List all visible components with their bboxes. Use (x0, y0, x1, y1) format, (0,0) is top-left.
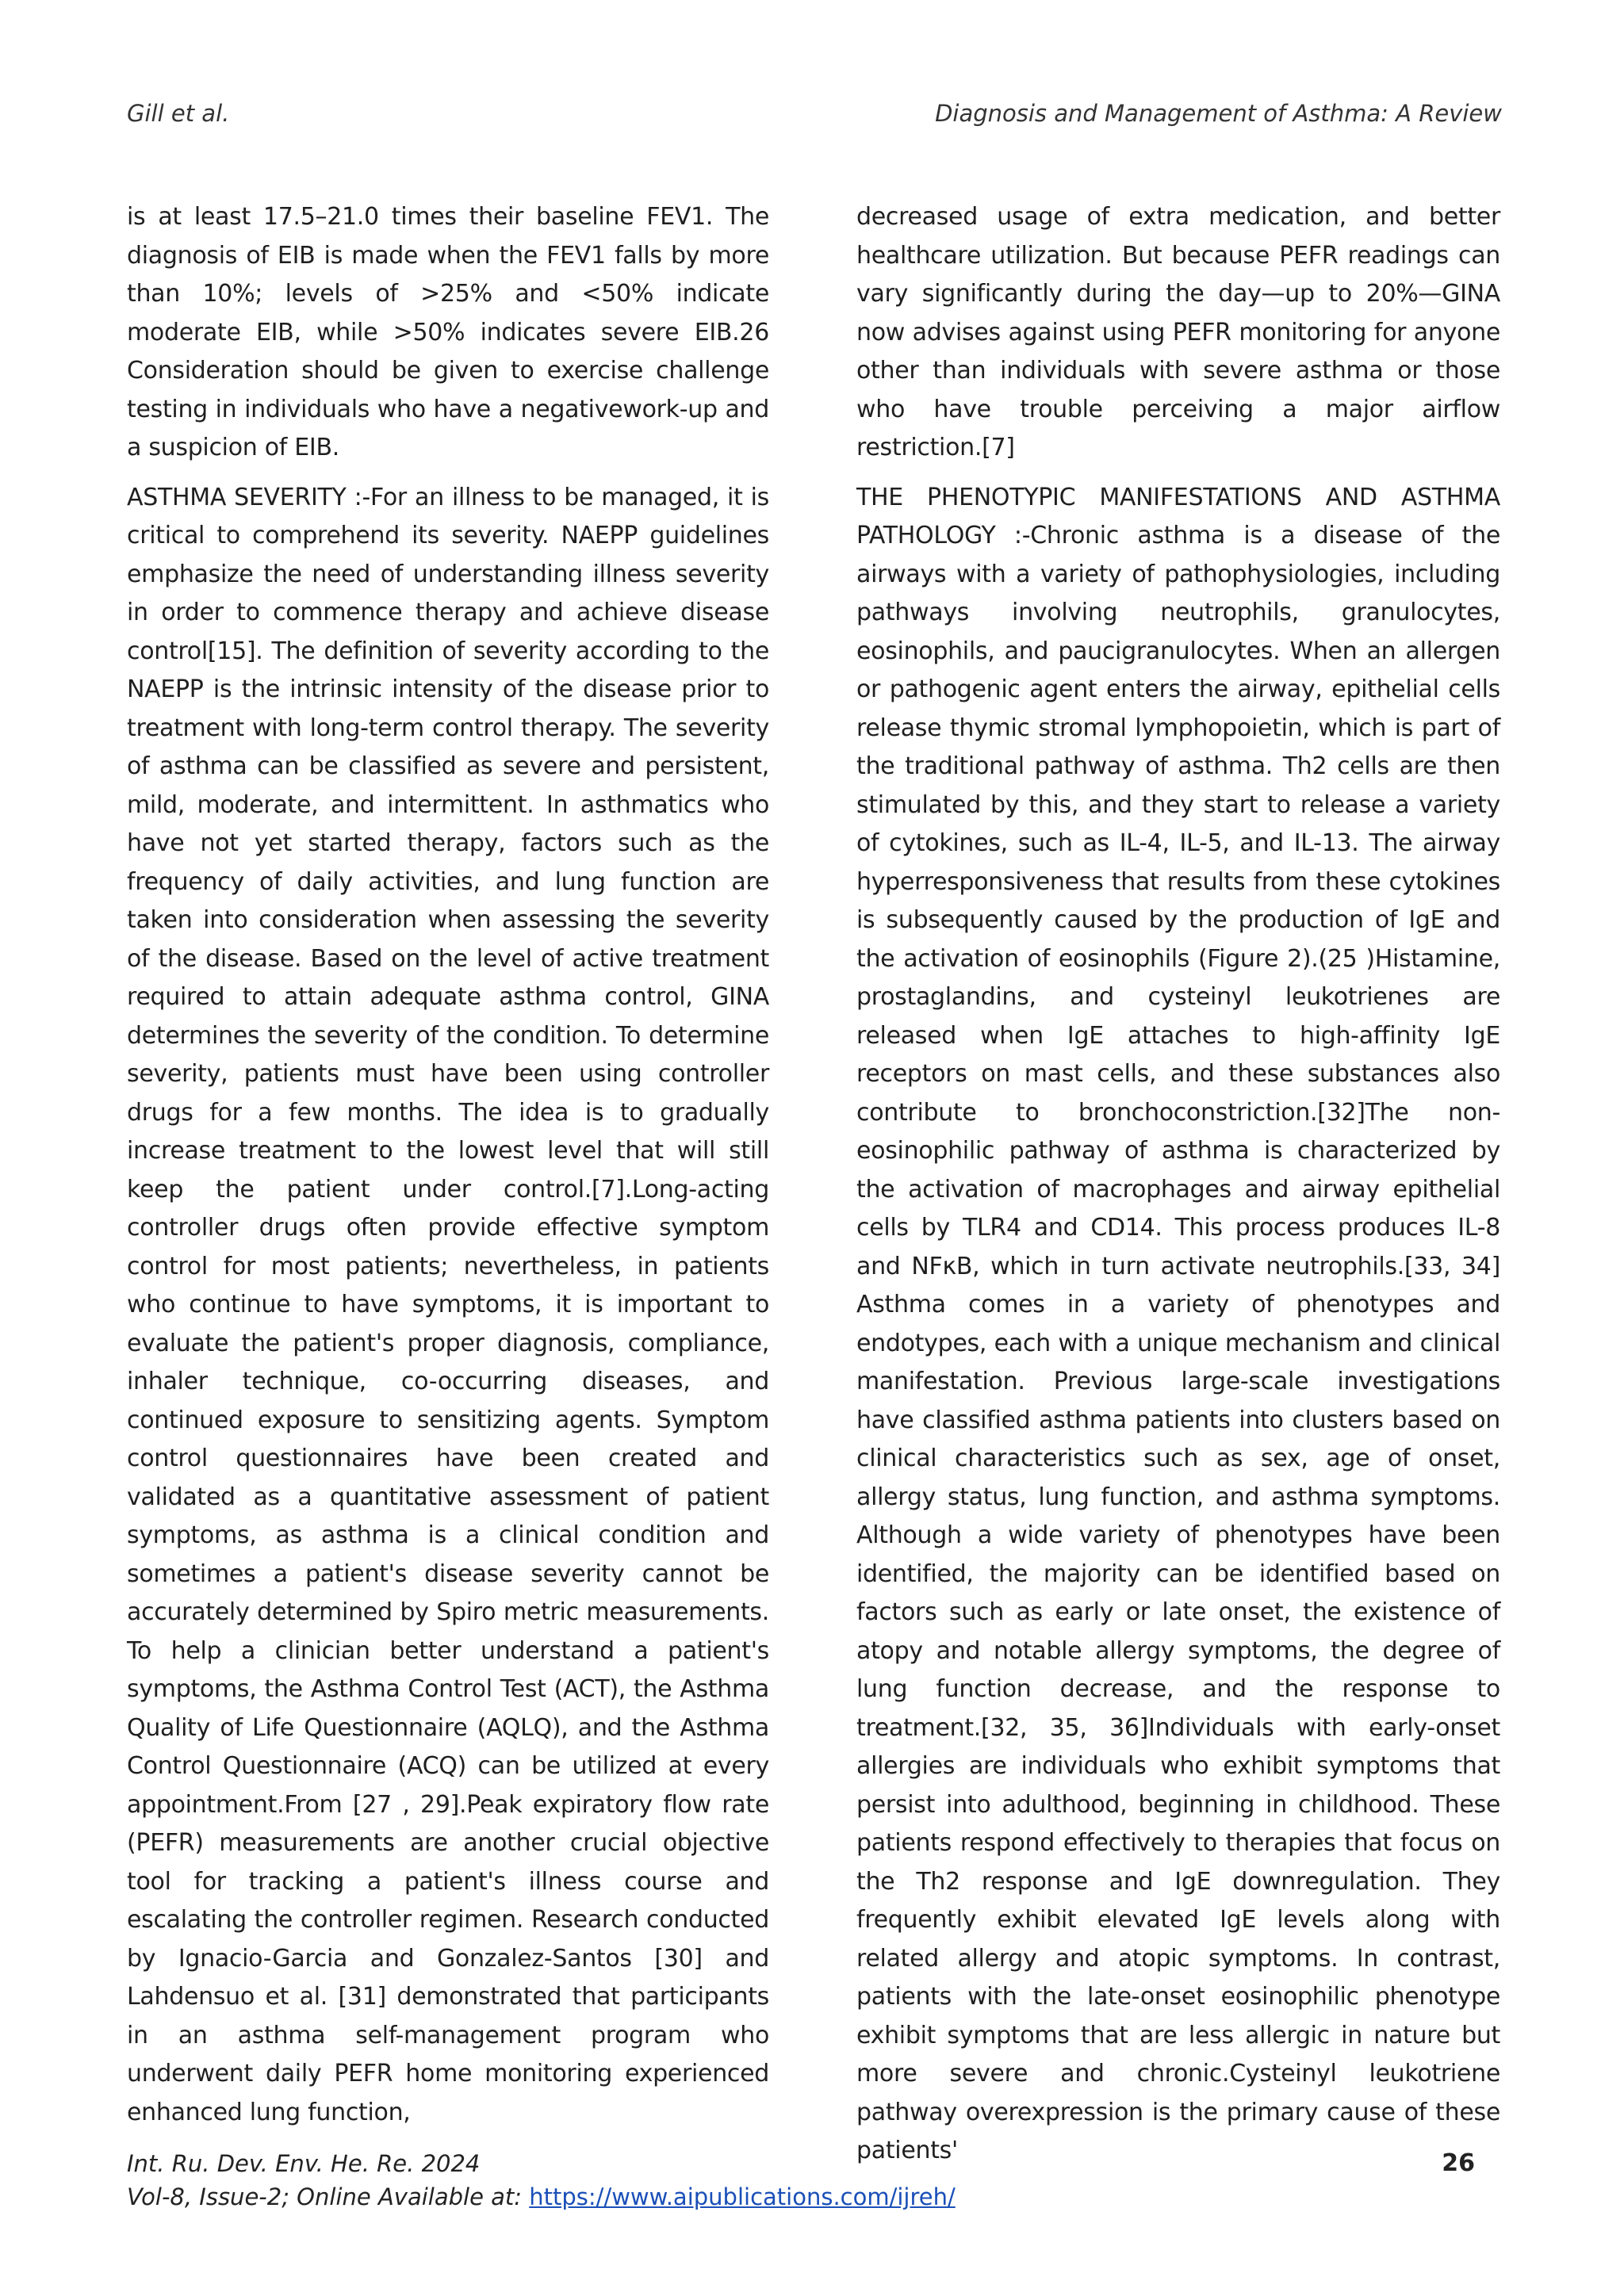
paragraph-asthma-severity: ASTHMA SEVERITY :-For an illness to be managed, it is critical to comprehend its severity. NAEPP guidelines emphasize the need of understanding illness severity in order to commence therapy and achieve disease control[15]. The definition of severity according to the NAEPP is the intrinsic intensity of the disease prior to treatment with long-term control therapy. The severity of asthma can be classified as severe and persistent, mild, moderate, and intermittent. In asthmatics who have not yet started therapy, factors such as the frequency of daily activities, and lung function are taken into consideration when assessing the severity of the disease. Based on the level of active treatment required to attain adequate asthma control, GINA determines the severity of the condition. To determine severity, patients must have been using controller drugs for a few months. The idea is to gradually increase treatment to the lowest level that will still keep the patient under control.[7].Long-acting controller drugs often provide effective symptom control for most patients; nevertheless, in patients who continue to have symptoms, it is important to evaluate the patient's proper diagnosis, compliance, inhaler technique, co-occurring diseases, and continued exposure to sensitizing agents. Symptom control questionnaires have been created and validated as a quantitative assessment of patient symptoms, as asthma is a clinical condition and sometimes a patient's disease severity cannot be accurately determined by Spiro metric measurements. To help a clinician better understand a patient's symptoms, the Asthma Control Test (ACT), the Asthma Quality of Life Questionnaire (AQLQ), and the Asthma Control Questionnaire (ACQ) can be utilized at every appointment.From [27 , 29].Peak expiratory flow rate (PEFR) measurements are another crucial objective tool for tracking a patient's illness course and escalating the controller regimen. Research conducted by Ignacio-Garcia and Gonzalez-Santos [30] and Lahdensuo et al. [31] demonstrated that participants in an asthma self-management program who underwent daily PEFR home monitoring experienced enhanced lung function, (127, 483, 769, 2126)
footer-journal: Int. Ru. Dev. Env. He. Re. 2024 (127, 2150, 481, 2177)
paragraph-eib-diagnosis: is at least 17.5–21.0 times their baseline FEV1. The diagnosis of EIB is made when the FEV1 falls by more than 10%; levels of >25% and <50% indicate moderate EIB, while >50% indicates severe EIB.26 Consideration should be given to exercise challenge testing in individuals who have a negativework-up and a suspicion of EIB. (127, 203, 769, 461)
journal-url-link[interactable]: https://www.aipublications.com/ijreh/ (529, 2183, 956, 2210)
right-column (856, 198, 1500, 2182)
page-footer (127, 2147, 1475, 2214)
paragraph-phenotypic-manifestations: THE PHENOTYPIC MANIFESTATIONS AND ASTHMA PATHOLOGY :-Chronic asthma is a disease of the airways with a variety of pathophysiologies, including pathways involving neutrophils, granulocytes, eosinophils, and paucigranulocytes. When an allergen or pathogenic agent enters the airway, epithelial cells release thymic stromal lymphopoietin, which is part of the traditional pathway of asthma. Th2 cells are then stimulated by this, and they start to release a variety of cytokines, such as IL-4, IL-5, and IL-13. The airway hyperresponsiveness that results from these cytokines is subsequently caused by the production of IgE and the activation of eosinophils (Figure 2).(25 )Histamine, prostaglandins, and cysteinyl leukotrienes are released when IgE attaches to high-affinity IgE receptors on mast cells, and these substances also contribute to bronchoconstriction.[32]The non-eosinophilic pathway of asthma is characterized by the activation of macrophages and airway epithelial cells by TLR4 and CD14. This process produces IL-8 and NFκB, which in turn activate neutrophils.[33, 34] Asthma comes in a variety of phenotypes and endotypes, each with a unique mechanism and clinical manifestation. Previous large-scale investigations have classified asthma patients into clusters based on clinical characteristics such as sex, age of onset, allergy status, lung function, and asthma symptoms. Although a wide variety of phenotypes have been identified, the majority can be identified based on factors such as early or late onset, the existence of atopy and notable allergy symptoms, the degree of lung function decrease, and the response to treatment.[32, 35, 36]Individuals with early-onset allergies are individuals who exhibit symptoms that persist into adulthood, beginning in childhood. These patients respond effectively to therapies that focus on the Th2 response and IgE downregulation. They frequently exhibit elevated IgE levels along with related allergy and atopic symptoms. In contrast, patients with the late-onset eosinophilic phenotype exhibit symptoms that are less allergic in nature but more severe and chronic.Cysteinyl leukotriene pathway overexpression is the primary cause of these patients' (856, 483, 1500, 2164)
paragraph-pefr-monitoring: decreased usage of extra medication, and better healthcare utilization. But because PEFR readings can vary significantly during the day—up to 20%—GINA now advises against using PEFR monitoring for anyone other than individuals with severe asthma or those who have trouble perceiving a major airflow restriction.[7] (856, 203, 1500, 461)
page-number: 26 (1442, 2149, 1475, 2177)
left-column (127, 198, 769, 2143)
running-header-authors: Gill et al. (127, 100, 230, 127)
running-header-title: Diagnosis and Management of Asthma: A Review (935, 100, 1502, 127)
footer-volume-text: Vol-8, Issue-2; Online Available at: (127, 2183, 530, 2210)
footer-availability (127, 2180, 1475, 2214)
